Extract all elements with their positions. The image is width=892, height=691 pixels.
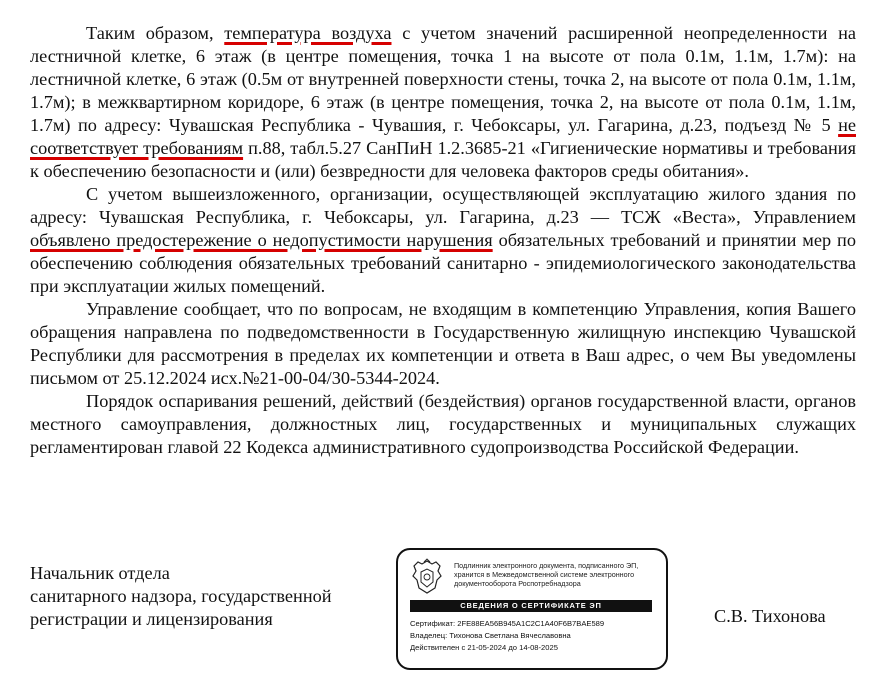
coat-of-arms-icon [410, 558, 444, 596]
stamp-validity: Действителен с 21-05-2024 до 14-08-2025 [410, 643, 558, 652]
letter-body [30, 22, 856, 459]
highlight-warning-issued: объявлено предостережение о недопустимости нарушения [30, 230, 493, 250]
stamp-owner: Владелец: Тихонова Светлана Вячеславовна [410, 631, 571, 640]
signer-name: С.В. Тихонова [714, 606, 826, 626]
highlight-not-compliant: не соответствует требованиям [30, 115, 856, 158]
stamp-header: Подлинник электронного документа, подписанного ЭП, хранится в Межведомственной системе электронного документооборота Роспотребнадзора [410, 558, 660, 596]
electronic-signature-stamp [396, 548, 668, 670]
paragraph-appeal-procedure: Порядок оспаривания решений, действий (бездействия) органов государственной власти, органов местного самоуправления, должностных лиц, государственных и муниципальных служащих регламентирован главой 22 Кодекса административного судопроизводства Российской Федерации. [30, 391, 856, 457]
paragraph-warning: С учетом вышеизложенного, организации, осуществляющей эксплуатацию жилого здания по адресу: Чувашская Республика, г. Чебоксары, ул. Гагарина, д.23 — ТСЖ «Веста», Управлением объявлено предостережение о недопустимости нарушения обязательных требований и принятии мер по обеспечению соблюдения обязательных требований санитарно - эпидемиологического законодательства при эксплуатации жилых помещений. [30, 184, 856, 296]
stamp-certificate-details [410, 618, 656, 654]
paragraph-conclusion: Таким образом, температура воздуха с учетом значений расширенной неопределенности на лестничной клетке, 6 этаж (в центре помещения, точка 1 на высоте от пола 0.1м, 1.1м, 1.7м): на лестничной клетке, 6 этаж (0.5м от внутренней поверхности стены, точка 2, на высоте от пола 0.1м, 1.1м, 1.7м); в межквартирном коридоре, 6 этаж (в центре помещения, точка 2, на высоте от пола 0.1м, 1.1м, 1.7м) по адресу: Чувашская Республика - Чувашия, г. Чебоксары, ул. Гагарина, д.23, подъезд № 5 не соответствует требованиям п.88, табл.5.27 СанПиН 1.2.3685-21 «Гигиенические нормативы и требования к обеспечению безопасности и (или) безвредности для человека факторов среды обитания». [30, 23, 856, 181]
stamp-certificate-banner: СВЕДЕНИЯ О СЕРТИФИКАТЕ ЭП [410, 600, 652, 612]
highlight-air-temperature: температура воздуха [224, 23, 392, 43]
stamp-certificate-id: Сертификат: 2FE88EA56B945A1C2C1A40F6B7BAE589 [410, 619, 605, 628]
paragraph-referral: Управление сообщает, что по вопросам, не входящим в компетенцию Управления, копия Вашего обращения направлена по подведомственности в Государственную жилищную инспекцию Чувашской Республики для рассмотрения в пределах их компетенции и ответа в Ваш адрес, о чем Вы уведомлены письмом от 25.12.2024 исх.№21-00-04/30-5344-2024. [30, 299, 856, 388]
signer-position: Начальник отдела санитарного надзора, государственной регистрации и лицензирования [30, 563, 332, 629]
